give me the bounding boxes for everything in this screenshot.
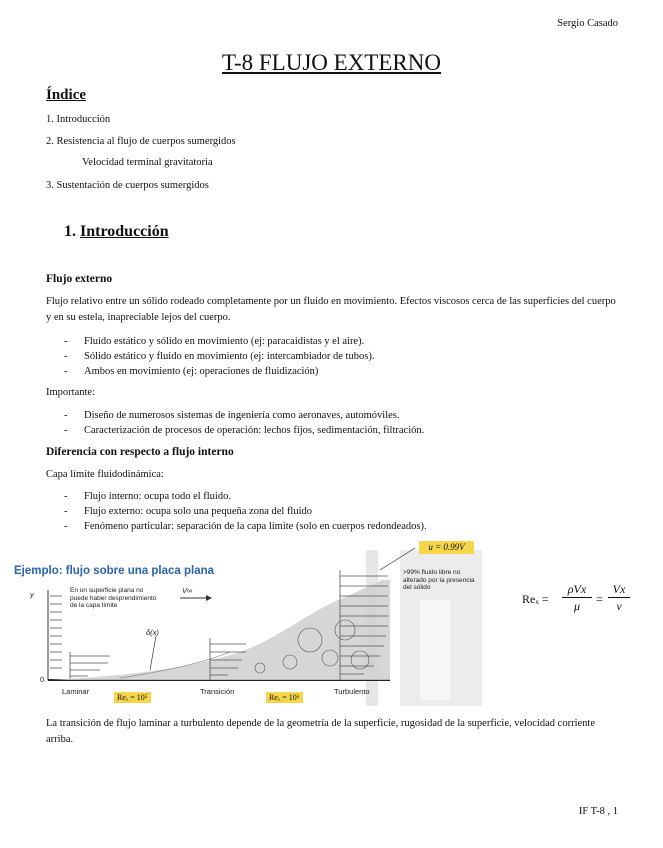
flat-plate-figure xyxy=(10,540,482,706)
formula-equals: = xyxy=(596,592,603,606)
capa-limite-label: Capa límite fluidodinámica: xyxy=(46,469,164,480)
origin-label: 0 xyxy=(40,675,45,684)
paragraph-definition: Flujo relativo entre un sólido rodeado completamente por un fluido en movimiento. Efectos viscosos cerca de las superficies del cuerpo y en su estela, inapreciable lejos del cuerpo. xyxy=(46,296,616,323)
index-item: 1. Introducción xyxy=(46,114,111,125)
section-number: 1. xyxy=(64,223,76,240)
list-cases xyxy=(64,334,374,379)
list-item: - Diseño de numerosos sistemas de ingeniería como aeronaves, automóviles. xyxy=(64,410,400,421)
list-item: - Flujo externo: ocupa solo una pequeña zona del fluido xyxy=(64,506,313,517)
index-subitem: Velocidad terminal gravitatoria xyxy=(82,157,213,168)
section-title: Introducción xyxy=(80,223,169,240)
v-infinity-label: V∞ xyxy=(182,586,193,595)
list-item: - Fenómeno particular: separación de la capa límite (solo en cuerpos redondeados). xyxy=(64,521,427,532)
list-item: - Caracterización de procesos de operación: lechos fijos, sedimentación, filtración. xyxy=(64,425,425,436)
author-name: Sergio Casado xyxy=(557,18,618,29)
index-item: 3. Sustentación de cuerpos sumergidos xyxy=(46,180,209,191)
zone-laminar-label: Laminar xyxy=(62,687,90,696)
reynolds-1e6-label: Reₓ = 10⁶ xyxy=(266,692,303,703)
velocity-99-box: u = 0.99V xyxy=(419,541,474,554)
formula-numerator-1: ρVx xyxy=(562,582,592,598)
list-item: - Ambos en movimiento (ej: operaciones de fluidización) xyxy=(64,366,319,377)
list-item: - Sólido estático y fluido en movimiento (ej: intercambiador de tubos). xyxy=(64,351,375,362)
zone-transition-label: Transición xyxy=(200,687,235,696)
reynolds-1e5-label: Reₓ = 10⁵ xyxy=(114,692,151,703)
list-item: - Flujo interno: ocupa todo el fluido. xyxy=(64,491,231,502)
zone-turbulent-label: Turbulento xyxy=(334,687,370,696)
formula-denominator-1: μ xyxy=(573,599,581,613)
closing-paragraph: La transición de flujo laminar a turbulento depende de la geometría de la superficie, rugosidad de la superficie, velocidad corriente arriba. xyxy=(46,718,595,745)
importante-label: Importante: xyxy=(46,387,95,398)
index-heading: Índice xyxy=(46,87,87,103)
formula-denominator-2: ν xyxy=(616,599,622,613)
figure-note-right: >99% fluido libre no alterado por la presencia del sólido xyxy=(403,569,475,591)
page-number: IF T-8 , 1 xyxy=(578,806,618,817)
formula-lhs: Reₓ = xyxy=(522,592,549,606)
page-title: T-8 FLUJO EXTERNO xyxy=(222,50,441,75)
section-heading xyxy=(64,223,169,241)
figure-title: Ejemplo: flujo sobre una placa plana xyxy=(14,565,215,577)
formula-numerator-2: Vx xyxy=(608,582,630,598)
figure-note-left: En un superficie plana no puede haber desprendimiento de la capa límite xyxy=(70,587,157,609)
list-importante xyxy=(64,408,424,438)
list-diferencia xyxy=(64,489,427,534)
list-item: - Fluido estático y sólido en movimiento (ej: paracaidistas y el aire). xyxy=(64,336,365,347)
subheading-flujo-externo: Flujo externo xyxy=(46,273,113,285)
y-axis-label: y xyxy=(30,590,34,599)
delta-label: δ(x) xyxy=(146,628,159,637)
index-item: 2. Resistencia al flujo de cuerpos sumergidos xyxy=(46,136,236,147)
subheading-diferencia: Diferencia con respecto a flujo interno xyxy=(46,446,234,458)
